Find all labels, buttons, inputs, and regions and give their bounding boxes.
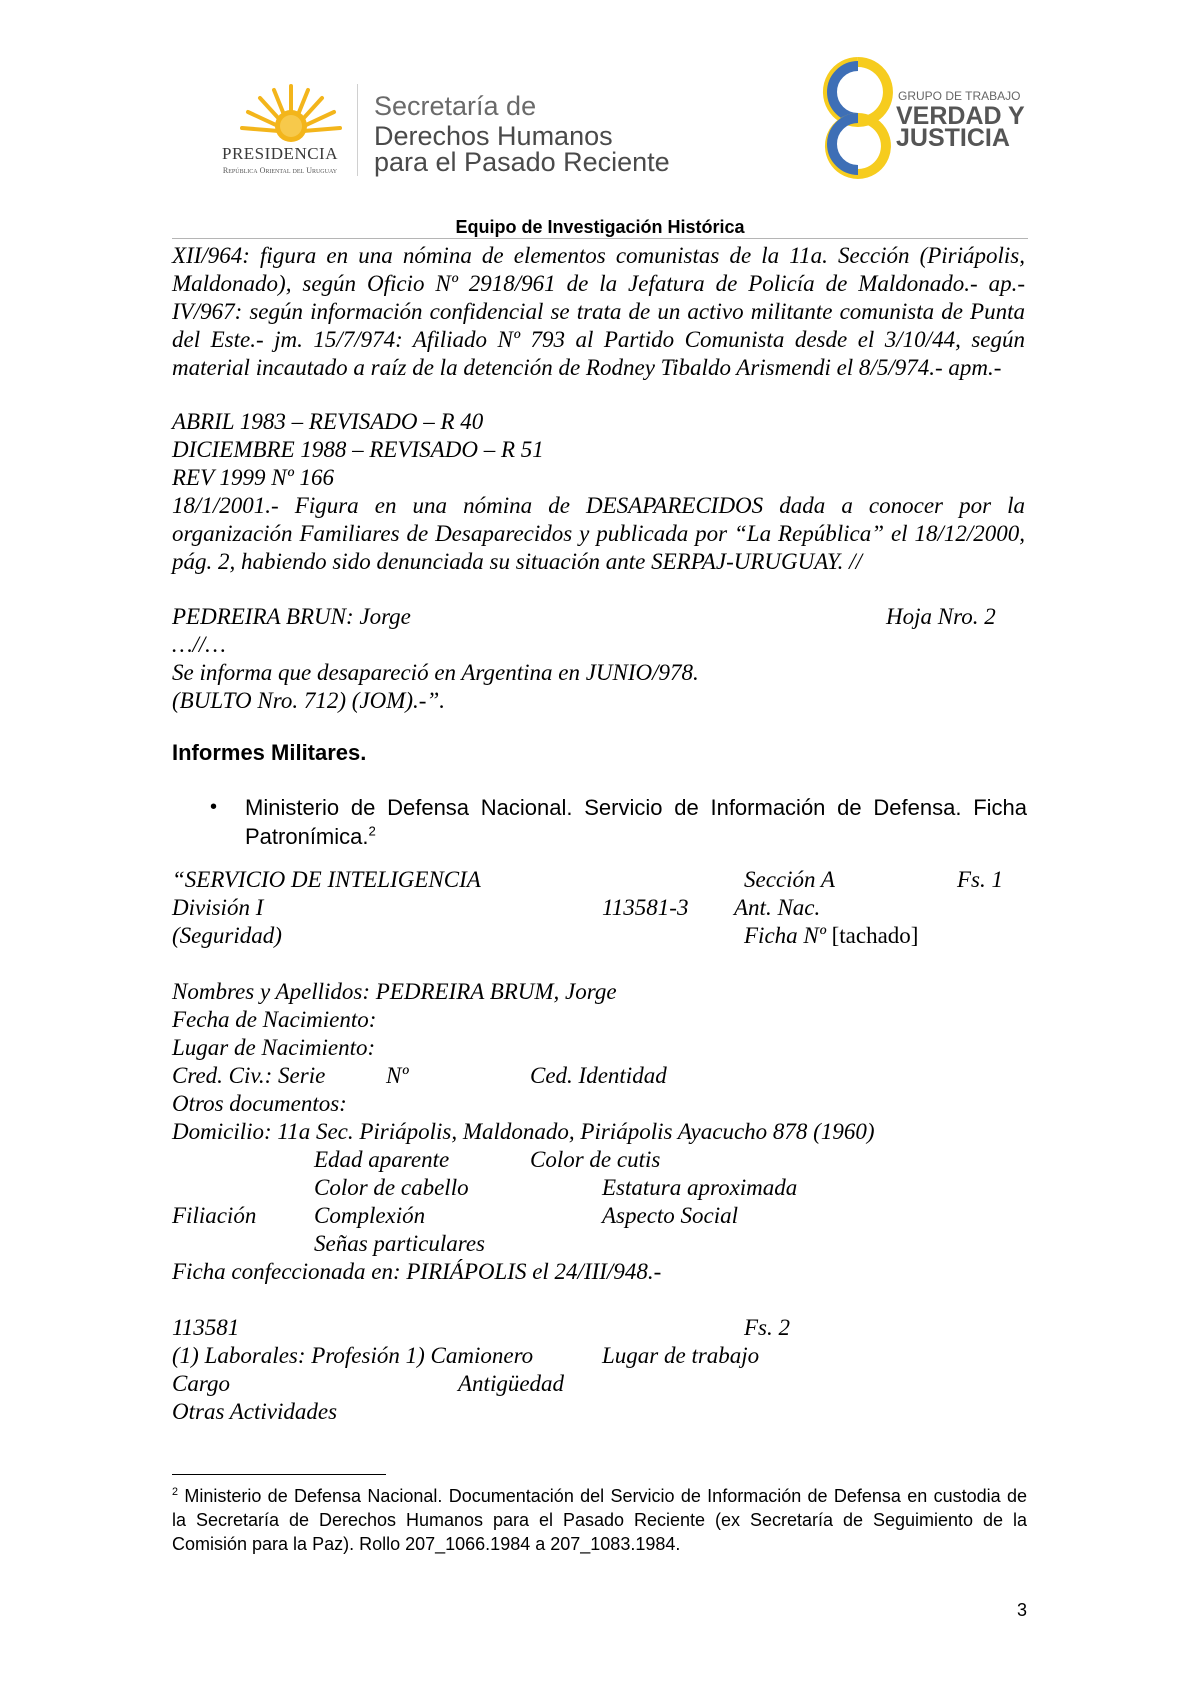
ficha-folio-1: Fs. 1 bbox=[957, 867, 1003, 892]
ficha-senas: Señas particulares bbox=[314, 1231, 485, 1256]
footnote-rule bbox=[172, 1474, 386, 1475]
ficha-number-2: 113581 bbox=[172, 1315, 240, 1340]
revision-3: REV 1999 Nº 166 bbox=[172, 465, 334, 490]
ficha-tachado: [tachado] bbox=[831, 923, 919, 948]
ficha-confeccionada: Ficha confeccionada en: PIRIÁPOLIS el 24/III/948.- bbox=[172, 1259, 662, 1284]
disappearance-note: Se informa que desapareció en Argentina en JUNIO/978. bbox=[172, 660, 699, 685]
continuation-mark: …//… bbox=[172, 632, 226, 657]
page-number: 3 bbox=[1017, 1600, 1028, 1620]
ficha-ced-identidad: Ced. Identidad bbox=[530, 1063, 667, 1088]
secretaria-line3: para el Pasado Reciente bbox=[374, 147, 670, 177]
secretaria-line2: Derechos Humanos bbox=[374, 121, 613, 151]
sheet-name: PEDREIRA BRUN: Jorge bbox=[172, 604, 411, 629]
ficha-lugar-nacimiento: Lugar de Nacimiento: bbox=[172, 1035, 376, 1060]
secretaria-line1: Secretaría de bbox=[374, 91, 537, 121]
ficha-lugar-trabajo: Lugar de trabajo bbox=[602, 1343, 760, 1368]
ficha-laborales: (1) Laborales: Profesión 1) Camionero bbox=[172, 1343, 534, 1368]
presidencia-subtitle: República Oriental del Uruguay bbox=[222, 166, 338, 175]
ficha-antiguedad: Antigüedad bbox=[458, 1371, 565, 1396]
ficha-section: Sección A bbox=[744, 867, 835, 892]
bullet-dot: • bbox=[210, 796, 218, 818]
presidencia-name: PRESIDENCIA bbox=[221, 144, 338, 163]
gt-line2: VERDAD Y bbox=[896, 102, 1025, 130]
verdad-justicia-logo-icon bbox=[822, 56, 894, 180]
ficha-n-text: Ficha Nº bbox=[744, 923, 826, 948]
ficha-cabello: Color de cabello bbox=[314, 1175, 469, 1200]
ficha-filiacion: Filiación bbox=[172, 1203, 257, 1228]
footnote bbox=[172, 1484, 1027, 1556]
ficha-cred-numero: Nº bbox=[386, 1063, 409, 1088]
ficha-edad: Edad aparente bbox=[314, 1147, 450, 1172]
footnote-number: 2 bbox=[172, 1486, 179, 1498]
bullet-text bbox=[245, 793, 1027, 851]
ficha-ant-nac: Ant. Nac. bbox=[734, 895, 821, 920]
ficha-estatura: Estatura aproximada bbox=[602, 1175, 798, 1200]
presidencia-sun-icon bbox=[236, 82, 346, 144]
ficha-n-label bbox=[744, 922, 918, 950]
gt-line1: GRUPO DE TRABAJO bbox=[898, 89, 1021, 103]
header-rule bbox=[172, 238, 1028, 239]
ficha-otras-actividades: Otras Actividades bbox=[172, 1399, 338, 1424]
revision-1: ABRIL 1983 – REVISADO – R 40 bbox=[172, 409, 484, 434]
footnote-ref: 2 bbox=[368, 823, 376, 839]
ficha-complexion: Complexión bbox=[314, 1203, 426, 1228]
ficha-otros-documentos: Otros documentos: bbox=[172, 1091, 347, 1116]
ficha-seguridad: (Seguridad) bbox=[172, 923, 282, 948]
ficha-number: 113581-3 bbox=[602, 895, 689, 920]
gt-line3: JUSTICIA bbox=[896, 124, 1010, 152]
ficha-cred-serie: Cred. Civ.: Serie bbox=[172, 1063, 326, 1088]
section-title: Informes Militares. bbox=[172, 740, 367, 765]
sheet-number: Hoja Nro. 2 bbox=[886, 604, 996, 629]
ficha-folio-2: Fs. 2 bbox=[744, 1315, 790, 1340]
footnote-text: Ministerio de Defensa Nacional. Documentación del Servicio de Información de Defensa en custodia de la Secretaría de Derechos Humanos para el Pasado Reciente (ex Secretaría de Seguimiento de la Comisión para la Paz). Rollo 207_1066.1984 a 207_1083.1984. bbox=[172, 1486, 1027, 1554]
ficha-domicilio: Domicilio: 11a Sec. Piriápolis, Maldonado, Piriápolis Ayacucho 878 (1960) bbox=[172, 1119, 875, 1144]
ficha-fecha-nacimiento: Fecha de Nacimiento: bbox=[172, 1007, 377, 1032]
record-paragraph-2: 18/1/2001.- Figura en una nómina de DESAPARECIDOS dada a conocer por la organización Familiares de Desaparecidos y publicada por “La República” el 18/12/2000, pág. 2, habiendo sido denunciada su situación ante SERPAJ-URUGUAY. // bbox=[172, 493, 1025, 574]
bulto-reference: (BULTO Nro. 712) (JOM).-”. bbox=[172, 688, 445, 713]
ficha-cutis: Color de cutis bbox=[530, 1147, 661, 1172]
team-header: Equipo de Investigación Histórica bbox=[455, 217, 745, 237]
ficha-division: División I bbox=[172, 895, 264, 920]
ficha-service: “SERVICIO DE INTELIGENCIA bbox=[172, 867, 481, 892]
ficha-nombres: Nombres y Apellidos: PEDREIRA BRUM, Jorge bbox=[172, 979, 617, 1004]
bullet-label: Ministerio de Defensa Nacional. Servicio de Información de Defensa. Ficha Patronímica. bbox=[245, 795, 1027, 849]
revision-2: DICIEMBRE 1988 – REVISADO – R 51 bbox=[172, 437, 544, 462]
header-divider bbox=[357, 84, 358, 176]
ficha-cargo: Cargo bbox=[172, 1371, 230, 1396]
record-paragraph-1: XII/964: figura en una nómina de elementos comunistas de la 11a. Sección (Piriápolis, Maldonado), según Oficio Nº 2918/961 de la Jefatura de Policía de Maldonado.- ap.- IV/967: según información confidencial se trata de un activo militante comunista de Punta del Este.- jm. 15/7/974: Afiliado Nº 793 al Partido Comunista desde el 3/10/44, según material incautado a raíz de la detención de Rodney Tibaldo Arismendi el 8/5/974.- apm.- bbox=[172, 243, 1025, 380]
ficha-aspecto: Aspecto Social bbox=[602, 1203, 739, 1228]
